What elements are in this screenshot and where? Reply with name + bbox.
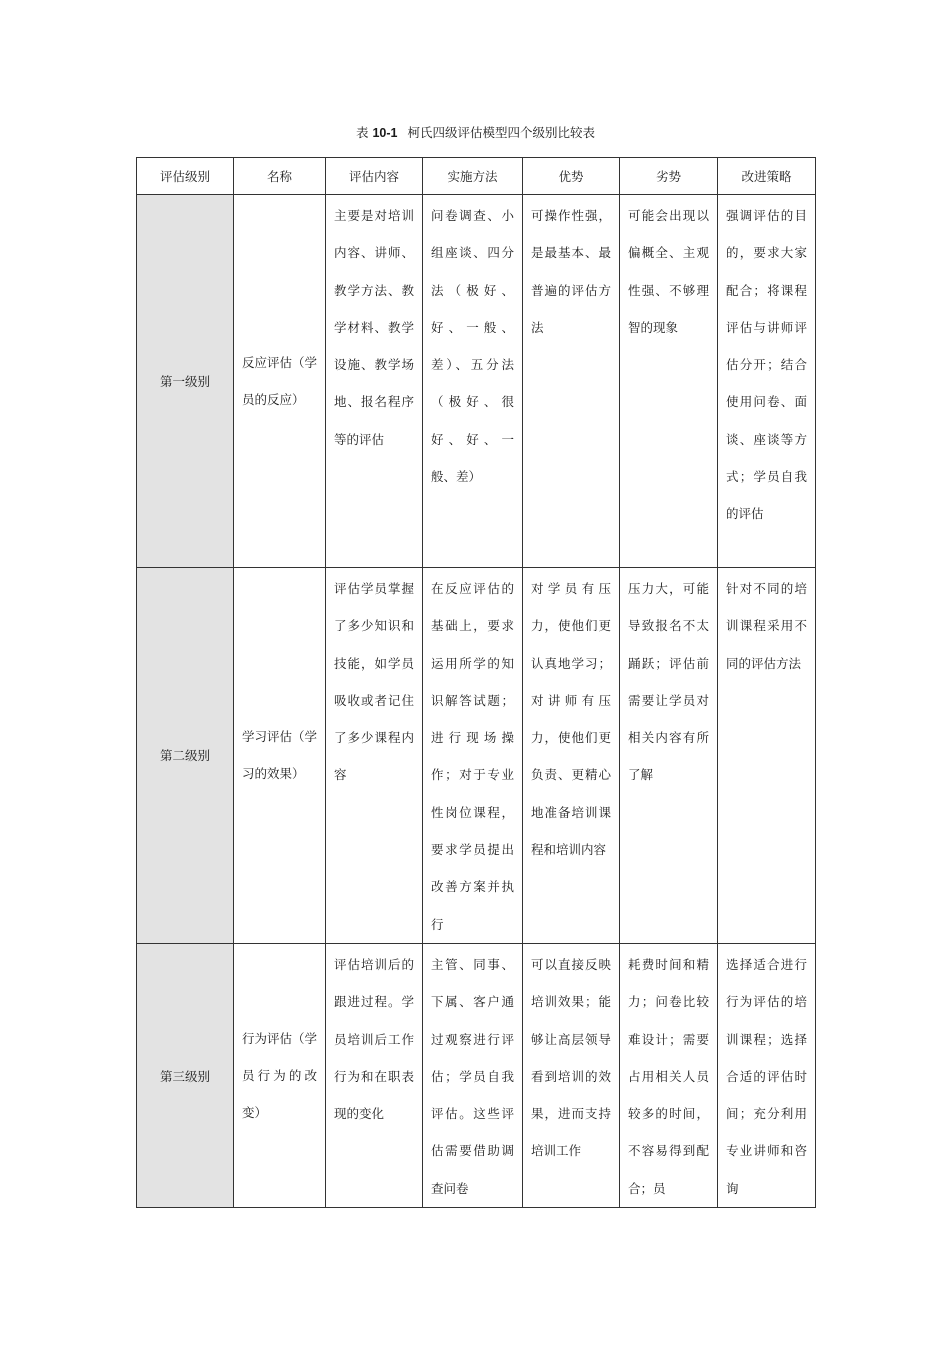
cell-name: 行为评估（学员行为的改变） [234, 943, 326, 1207]
caption-prefix: 表 [355, 125, 369, 140]
cell-method: 在反应评估的基础上，要求运用所学的知识解答试题；进行现场操作；对于专业性岗位课程，要求学员提出改善方案并执行 [423, 568, 523, 944]
cell-content: 评估学员掌握了多少知识和技能，如学员吸收或者记住了多少课程内容 [326, 568, 423, 944]
cell-disadvantage: 压力大，可能导致报名不太踊跃；评估前需要让学员对相关内容有所了解 [620, 568, 718, 944]
table-header [137, 158, 816, 195]
cell-strategy: 强调评估的目的，要求大家配合；将课程评估与讲师评估分开；结合使用问卷、面谈、座谈等方式；学员自我的评估 [718, 195, 816, 568]
cell-method: 主管、同事、下属、客户通过观察进行评估；学员自我评估。这些评估需要借助调查问卷 [423, 943, 523, 1207]
table-row [137, 943, 816, 1207]
cell-method: 问卷调查、小组座谈、四分法（极好、好、一般、差）、五分法（极好、很好、好、一般、差） [423, 195, 523, 568]
cell-name: 反应评估（学员的反应） [234, 195, 326, 568]
header-disadvantage: 劣势 [620, 158, 718, 195]
header-content: 评估内容 [326, 158, 423, 195]
caption-title: 柯氏四级评估模型四个级别比较表 [407, 125, 596, 140]
table-caption [136, 124, 815, 142]
cell-strategy: 针对不同的培训课程采用不同的评估方法 [718, 568, 816, 944]
header-method: 实施方法 [423, 158, 523, 195]
cell-content: 评估培训后的跟进过程。学员培训后工作行为和在职表现的变化 [326, 943, 423, 1207]
cell-advantage: 可以直接反映培训效果；能够让高层领导看到培训的效果，进而支持培训工作 [523, 943, 620, 1207]
cell-level: 第一级别 [137, 195, 234, 568]
header-strategy: 改进策略 [718, 158, 816, 195]
header-advantage: 优势 [523, 158, 620, 195]
cell-content: 主要是对培训内容、讲师、教学方法、教学材料、教学设施、教学场地、报名程序等的评估 [326, 195, 423, 568]
cell-disadvantage: 可能会出现以偏概全、主观性强、不够理智的现象 [620, 195, 718, 568]
cell-strategy: 选择适合进行行为评估的培训课程；选择合适的评估时间；充分利用专业讲师和咨询 [718, 943, 816, 1207]
cell-level: 第二级别 [137, 568, 234, 944]
cell-name: 学习评估（学习的效果） [234, 568, 326, 944]
header-name: 名称 [234, 158, 326, 195]
cell-advantage: 对学员有压力，使他们更认真地学习；对讲师有压力，使他们更负责、更精心地准备培训课程和培训内容 [523, 568, 620, 944]
cell-disadvantage: 耗费时间和精力；问卷比较难设计；需要占用相关人员较多的时间，不容易得到配合；员 [620, 943, 718, 1207]
comparison-table [136, 157, 816, 1208]
header-row [137, 158, 816, 195]
cell-advantage: 可操作性强，是最基本、最普遍的评估方法 [523, 195, 620, 568]
table-row [137, 568, 816, 944]
table-row [137, 195, 816, 568]
table-body [137, 195, 816, 1208]
caption-number: 10-1 [372, 126, 398, 140]
cell-level: 第三级别 [137, 943, 234, 1207]
header-level: 评估级别 [137, 158, 234, 195]
